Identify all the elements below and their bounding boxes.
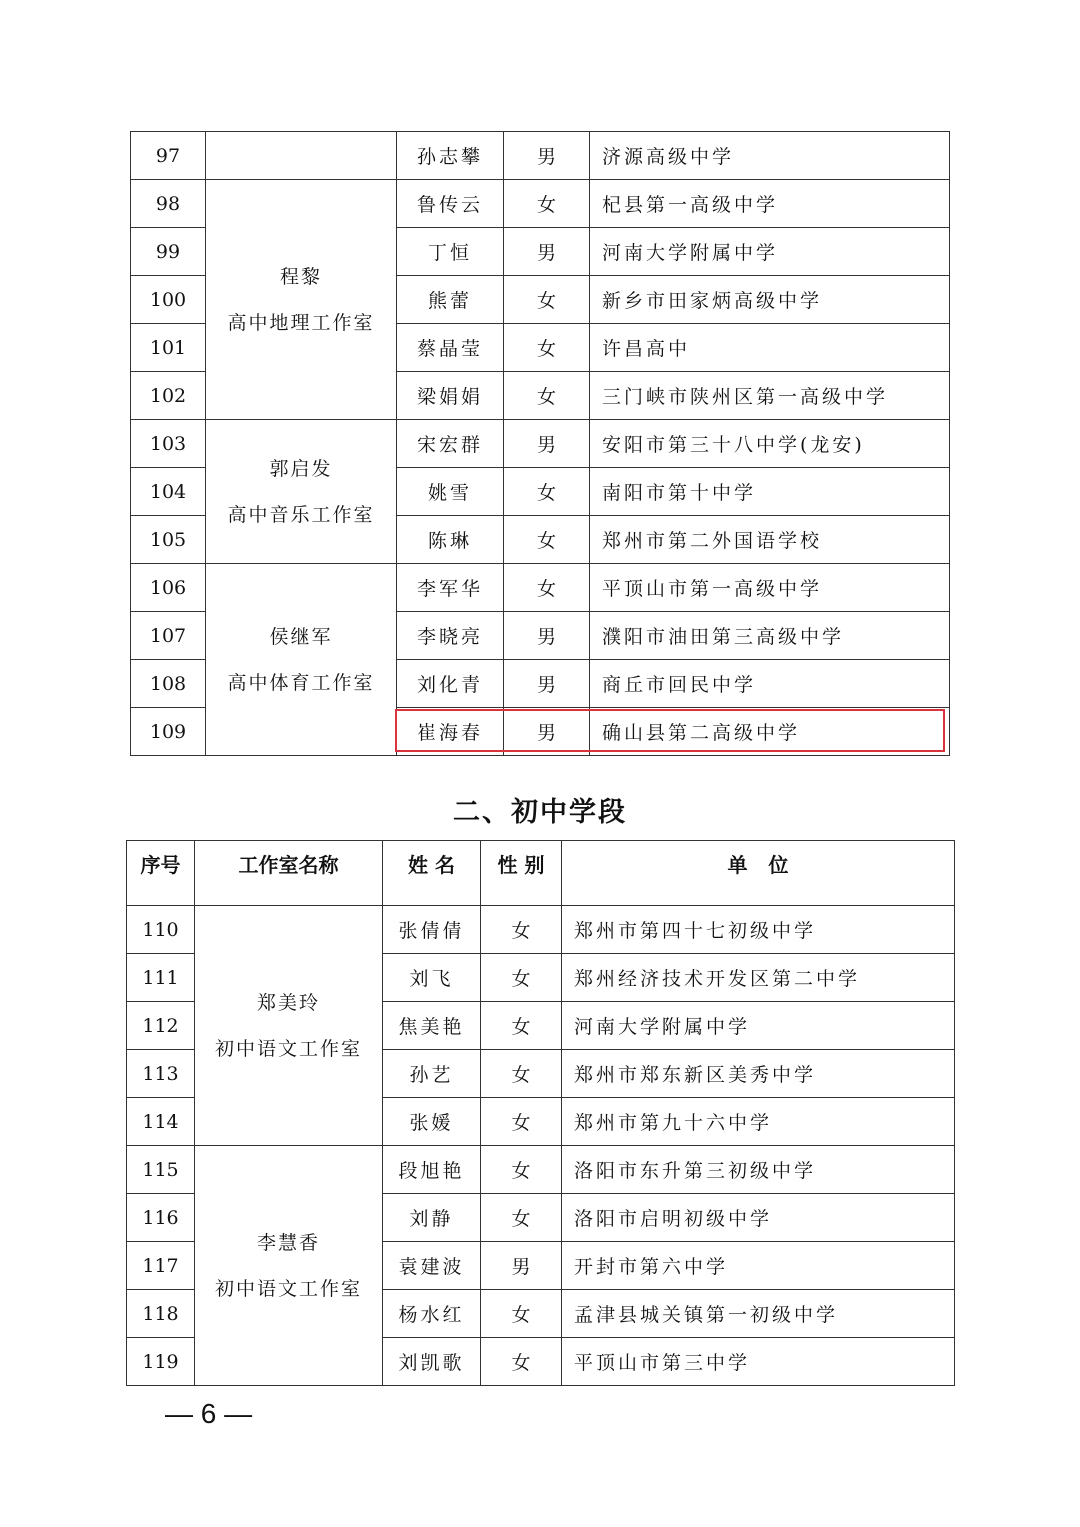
member-gender: 女 <box>481 1098 562 1146</box>
member-unit: 安阳市第三十八中学(龙安) <box>590 420 950 468</box>
studio-cell <box>206 132 397 180</box>
member-name: 刘凯歌 <box>383 1338 481 1386</box>
row-number: 101 <box>131 324 206 372</box>
member-name: 熊蕾 <box>397 276 504 324</box>
studio-name: 高中体育工作室 <box>227 671 375 694</box>
member-gender: 女 <box>481 1146 562 1194</box>
row-number: 115 <box>127 1146 195 1194</box>
member-gender: 男 <box>504 132 590 180</box>
member-gender: 女 <box>481 954 562 1002</box>
member-name: 焦美艳 <box>383 1002 481 1050</box>
member-name: 蔡晶莹 <box>397 324 504 372</box>
member-unit: 南阳市第十中学 <box>590 468 950 516</box>
row-number: 106 <box>131 564 206 612</box>
member-name: 鲁传云 <box>397 180 504 228</box>
member-gender: 男 <box>504 228 590 276</box>
member-unit: 河南大学附属中学 <box>590 228 950 276</box>
member-gender: 女 <box>504 564 590 612</box>
member-unit: 杞县第一高级中学 <box>590 180 950 228</box>
member-gender: 女 <box>481 1002 562 1050</box>
member-unit: 济源高级中学 <box>590 132 950 180</box>
member-unit: 平顶山市第三中学 <box>562 1338 955 1386</box>
member-name: 梁娟娟 <box>397 372 504 420</box>
member-gender: 女 <box>481 1194 562 1242</box>
header-gender: 性 别 <box>481 841 562 906</box>
member-name: 张倩倩 <box>383 906 481 954</box>
member-gender: 男 <box>481 1242 562 1290</box>
member-name: 崔海春 <box>397 708 504 756</box>
table-row <box>131 420 950 468</box>
member-name: 宋宏群 <box>397 420 504 468</box>
row-number: 109 <box>131 708 206 756</box>
studio-cell <box>195 906 383 1146</box>
member-gender: 女 <box>504 180 590 228</box>
section-title: 二、初中学段 <box>453 797 627 828</box>
member-unit: 孟津县城关镇第一初级中学 <box>562 1290 955 1338</box>
studio-name: 初中语文工作室 <box>214 1037 362 1060</box>
member-unit: 河南大学附属中学 <box>562 1002 955 1050</box>
header-name: 姓 名 <box>383 841 481 906</box>
member-name: 丁恒 <box>397 228 504 276</box>
member-name: 袁建波 <box>383 1242 481 1290</box>
member-unit: 郑州市郑东新区美秀中学 <box>562 1050 955 1098</box>
row-number: 113 <box>127 1050 195 1098</box>
member-unit: 洛阳市东升第三初级中学 <box>562 1146 955 1194</box>
member-name: 姚雪 <box>397 468 504 516</box>
row-number: 100 <box>131 276 206 324</box>
row-number: 112 <box>127 1002 195 1050</box>
member-name: 刘静 <box>383 1194 481 1242</box>
member-gender: 女 <box>481 1290 562 1338</box>
studio-cell <box>206 564 397 756</box>
row-number: 107 <box>131 612 206 660</box>
header-no: 序号 <box>127 841 195 906</box>
studio-leader: 李慧香 <box>256 1231 320 1254</box>
row-number: 104 <box>131 468 206 516</box>
studio-leader: 程黎 <box>279 265 322 288</box>
member-gender: 男 <box>504 708 590 756</box>
row-number: 111 <box>127 954 195 1002</box>
studio-leader: 侯继军 <box>269 625 333 648</box>
row-number: 97 <box>131 132 206 180</box>
member-unit: 郑州经济技术开发区第二中学 <box>562 954 955 1002</box>
table-row <box>127 906 955 954</box>
member-unit: 郑州市第九十六中学 <box>562 1098 955 1146</box>
member-name: 李晓亮 <box>397 612 504 660</box>
member-unit: 许昌高中 <box>590 324 950 372</box>
member-gender: 男 <box>504 660 590 708</box>
member-gender: 女 <box>481 1050 562 1098</box>
row-number: 108 <box>131 660 206 708</box>
table-row <box>127 1146 955 1194</box>
row-number: 99 <box>131 228 206 276</box>
member-unit: 郑州市第二外国语学校 <box>590 516 950 564</box>
page-number: — 6 — <box>165 1398 253 1429</box>
member-name: 陈琳 <box>397 516 504 564</box>
highlight-box <box>395 709 945 752</box>
member-gender: 女 <box>504 324 590 372</box>
member-unit: 濮阳市油田第三高级中学 <box>590 612 950 660</box>
header-unit: 单 位 <box>562 841 955 906</box>
member-unit: 新乡市田家炳高级中学 <box>590 276 950 324</box>
row-number: 118 <box>127 1290 195 1338</box>
member-gender: 女 <box>504 276 590 324</box>
table-row <box>131 564 950 612</box>
member-gender: 女 <box>481 1338 562 1386</box>
member-unit: 开封市第六中学 <box>562 1242 955 1290</box>
member-unit: 确山县第二高级中学 <box>590 708 950 756</box>
member-gender: 女 <box>481 906 562 954</box>
member-name: 孙艺 <box>383 1050 481 1098</box>
studio-cell <box>206 180 397 420</box>
member-unit: 平顶山市第一高级中学 <box>590 564 950 612</box>
member-unit: 洛阳市启明初级中学 <box>562 1194 955 1242</box>
member-unit: 商丘市回民中学 <box>590 660 950 708</box>
table-row <box>131 180 950 228</box>
row-number: 105 <box>131 516 206 564</box>
member-unit: 三门峡市陕州区第一高级中学 <box>590 372 950 420</box>
studio-cell <box>206 420 397 564</box>
row-number: 119 <box>127 1338 195 1386</box>
row-number: 116 <box>127 1194 195 1242</box>
member-gender: 女 <box>504 516 590 564</box>
table-header-row <box>127 841 955 906</box>
row-number: 102 <box>131 372 206 420</box>
member-name: 孙志攀 <box>397 132 504 180</box>
member-name: 段旭艳 <box>383 1146 481 1194</box>
member-name: 刘化青 <box>397 660 504 708</box>
member-name: 张媛 <box>383 1098 481 1146</box>
studio-cell <box>195 1146 383 1386</box>
studio-leader: 郑美玲 <box>256 991 320 1014</box>
studio-name: 高中音乐工作室 <box>227 503 375 526</box>
row-number: 114 <box>127 1098 195 1146</box>
member-name: 刘飞 <box>383 954 481 1002</box>
member-gender: 男 <box>504 420 590 468</box>
high-school-members-table <box>130 131 950 756</box>
member-gender: 男 <box>504 612 590 660</box>
row-number: 98 <box>131 180 206 228</box>
member-gender: 女 <box>504 372 590 420</box>
header-studio: 工作室名称 <box>195 841 383 906</box>
row-number: 110 <box>127 906 195 954</box>
middle-school-members-table <box>126 840 955 1386</box>
table-row <box>131 132 950 180</box>
row-number: 117 <box>127 1242 195 1290</box>
row-number: 103 <box>131 420 206 468</box>
member-name: 杨水红 <box>383 1290 481 1338</box>
studio-name: 初中语文工作室 <box>214 1277 362 1300</box>
studio-leader: 郭启发 <box>269 457 333 480</box>
member-name: 李军华 <box>397 564 504 612</box>
studio-name: 高中地理工作室 <box>227 311 375 334</box>
member-gender: 女 <box>504 468 590 516</box>
member-unit: 郑州市第四十七初级中学 <box>562 906 955 954</box>
